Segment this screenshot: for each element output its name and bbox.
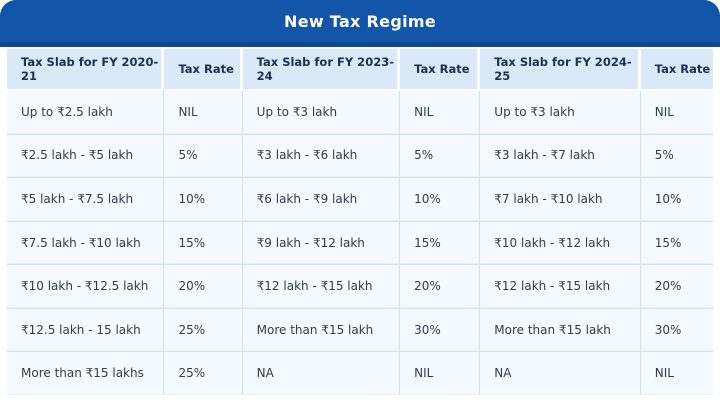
- tax-rate-cell: 30%: [641, 309, 713, 352]
- table-row: [7, 221, 713, 265]
- tax-rate-cell: 15%: [164, 222, 242, 265]
- tax-table: [0, 47, 720, 401]
- tax-slab-cell: Up to ₹3 lakh: [480, 91, 640, 134]
- column-header-rate-1: Tax Rate: [164, 49, 242, 89]
- tax-slab-cell: ₹5 lakh - ₹7.5 lakh: [7, 178, 164, 221]
- tax-slab-cell: Up to ₹3 lakh: [243, 91, 400, 134]
- tax-slab-cell: Up to ₹2.5 lakh: [7, 91, 164, 134]
- tax-slab-cell: ₹3 lakh - ₹6 lakh: [243, 135, 400, 178]
- tax-slab-cell: ₹7.5 lakh - ₹10 lakh: [7, 222, 164, 265]
- table-header-row: [7, 49, 713, 89]
- tax-slab-cell: ₹10 lakh - ₹12 lakh: [480, 222, 640, 265]
- tax-rate-cell: 20%: [164, 265, 242, 308]
- tax-slab-cell: More than ₹15 lakh: [243, 309, 400, 352]
- tax-slab-cell: ₹2.5 lakh - ₹5 lakh: [7, 135, 164, 178]
- tax-rate-cell: 5%: [400, 135, 480, 178]
- table-row: [7, 351, 713, 395]
- tax-rate-cell: NIL: [400, 352, 480, 395]
- tax-rate-cell: NIL: [400, 91, 480, 134]
- tax-rate-cell: NIL: [641, 91, 713, 134]
- tax-rate-cell: 10%: [400, 178, 480, 221]
- column-header-slab-fy2023-24: Tax Slab for FY 2023-24: [243, 49, 400, 89]
- tax-rate-cell: 30%: [400, 309, 480, 352]
- tax-slab-cell: ₹12.5 lakh - 15 lakh: [7, 309, 164, 352]
- table-row: [7, 91, 713, 134]
- column-header-slab-fy2020-21: Tax Slab for FY 2020-21: [7, 49, 164, 89]
- tax-slab-cell: ₹9 lakh - ₹12 lakh: [243, 222, 400, 265]
- table-row: [7, 264, 713, 308]
- tax-slab-cell: NA: [243, 352, 400, 395]
- table-body: [7, 89, 713, 395]
- tax-rate-cell: 25%: [164, 309, 242, 352]
- tax-slab-cell: ₹10 lakh - ₹12.5 lakh: [7, 265, 164, 308]
- tax-slab-cell: ₹7 lakh - ₹10 lakh: [480, 178, 640, 221]
- tax-slab-cell: More than ₹15 lakhs: [7, 352, 164, 395]
- tax-slab-cell: ₹6 lakh - ₹9 lakh: [243, 178, 400, 221]
- tax-slab-cell: ₹12 lakh - ₹15 lakh: [243, 265, 400, 308]
- page-title: New Tax Regime: [284, 11, 436, 31]
- tax-rate-cell: 20%: [641, 265, 713, 308]
- table-row: [7, 177, 713, 221]
- tax-rate-cell: 20%: [400, 265, 480, 308]
- column-header-slab-fy2024-25: Tax Slab for FY 2024-25: [480, 49, 640, 89]
- tax-rate-cell: 10%: [641, 178, 713, 221]
- tax-slab-cell: ₹12 lakh - ₹15 lakh: [480, 265, 640, 308]
- tax-slab-cell: NA: [480, 352, 640, 395]
- tax-rate-cell: NIL: [641, 352, 713, 395]
- tax-rate-cell: NIL: [164, 91, 242, 134]
- tax-rate-cell: 10%: [164, 178, 242, 221]
- column-header-rate-3: Tax Rate: [641, 49, 713, 89]
- table-row: [7, 134, 713, 178]
- tax-slab-cell: ₹3 lakh - ₹7 lakh: [480, 135, 640, 178]
- tax-rate-cell: 25%: [164, 352, 242, 395]
- title-banner: [0, 0, 720, 47]
- tax-rate-cell: 5%: [164, 135, 242, 178]
- tax-slab-cell: More than ₹15 lakh: [480, 309, 640, 352]
- column-header-rate-2: Tax Rate: [400, 49, 480, 89]
- tax-rate-cell: 5%: [641, 135, 713, 178]
- tax-rate-cell: 15%: [400, 222, 480, 265]
- tax-rate-cell: 15%: [641, 222, 713, 265]
- table-row: [7, 308, 713, 352]
